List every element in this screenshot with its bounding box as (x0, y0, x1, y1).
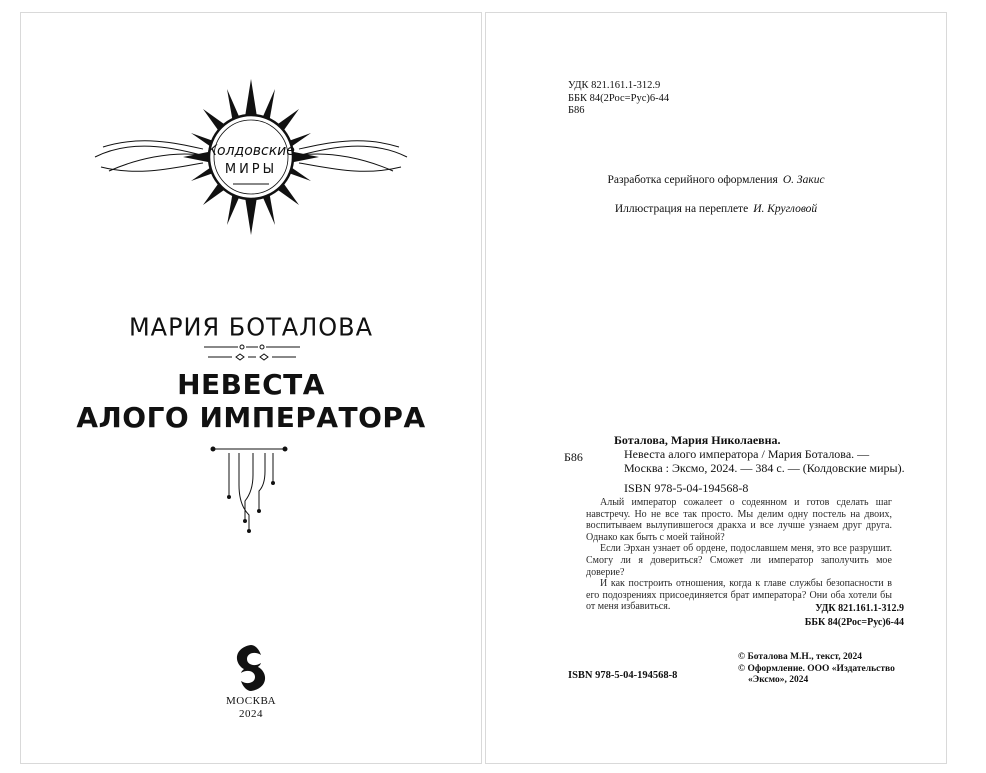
copyright-line: © Оформление. ООО «Издательство (738, 663, 895, 674)
annotation-paragraph: Если Эрхан узнает об ордене, подославшем меня, это все разрушит. Смогу ли я довериться? Сможет ли император заполучить мое доверие? (586, 543, 892, 578)
publisher-city: МОСКВА (225, 695, 277, 707)
annotation-paragraph: И как построить отношения, когда к главе службы безопасности в его подозрениях присоединяется брат императора? Они оба хотели бы от меня избавиться. (586, 578, 892, 613)
biblio-line2: Москва : Эксмо, 2024. — 384 с. — (Колдовские миры). (624, 461, 905, 475)
credit-name: О. Закис (782, 174, 825, 186)
drip-ornament (209, 445, 289, 545)
biblio-line1: Невеста алого императора / Мария Боталова. — (624, 447, 870, 461)
bbk-code: ББК 84(2Рос=Рус)6-44 (568, 92, 670, 104)
credit-label: Иллюстрация на переплете (614, 203, 749, 215)
series-logo-line2: МИРЫ (224, 162, 278, 177)
classification-block (568, 80, 669, 118)
credit-name: И. Кругловой (753, 203, 818, 215)
credit-label: Разработка серийного оформления (607, 174, 778, 186)
credit-series-design (486, 174, 946, 186)
biblio-heading: Боталова, Мария Николаевна. (614, 433, 781, 447)
isbn-bottom: ISBN 978-5-04-194568-8 (568, 670, 678, 681)
credit-cover-illustration (486, 203, 946, 215)
imprint-page-right (485, 12, 947, 764)
annotation-paragraph: Алый император сожалеет о содеянном и готов сделать шаг навстречу. Но не все так просто. Мы делим одну постель на двоих, воспитываем вылупившегося дракха и все лучше узнаем друг друга. Однако как быть с моей тайной? (586, 497, 892, 543)
bbk-code-bottom: ББК 84(2Рос=Рус)6-44 (804, 617, 904, 628)
series-emblem (91, 77, 411, 237)
biblio-code: Б86 (564, 450, 583, 464)
title-page-left (20, 12, 482, 764)
copyright-line: «Эксмо», 2024 (748, 675, 809, 685)
copyright-block (738, 652, 895, 687)
udk-code-bottom: УДК 821.161.1-312.9 (815, 603, 904, 614)
copyright-line: © Боталова М.Н., текст, 2024 (738, 652, 862, 662)
annotation (586, 497, 892, 613)
series-logo-line1: Колдовские (207, 143, 295, 159)
author-name: МАРИЯ БОТАЛОВА (128, 312, 374, 342)
biblio-isbn: ISBN 978-5-04-194568-8 (624, 481, 749, 495)
eksmo-logo-icon (231, 643, 271, 693)
ornament-divider (202, 341, 302, 363)
bibliographic-record (614, 433, 914, 495)
publication-year: 2024 (239, 708, 263, 720)
author-mark: Б86 (568, 105, 585, 116)
book-title-line1: НЕВЕСТА (177, 368, 325, 401)
udk-code: УДК 821.161.1-312.9 (568, 80, 661, 91)
book-title-line2: АЛОГО ИМПЕРАТОРА (76, 401, 426, 434)
